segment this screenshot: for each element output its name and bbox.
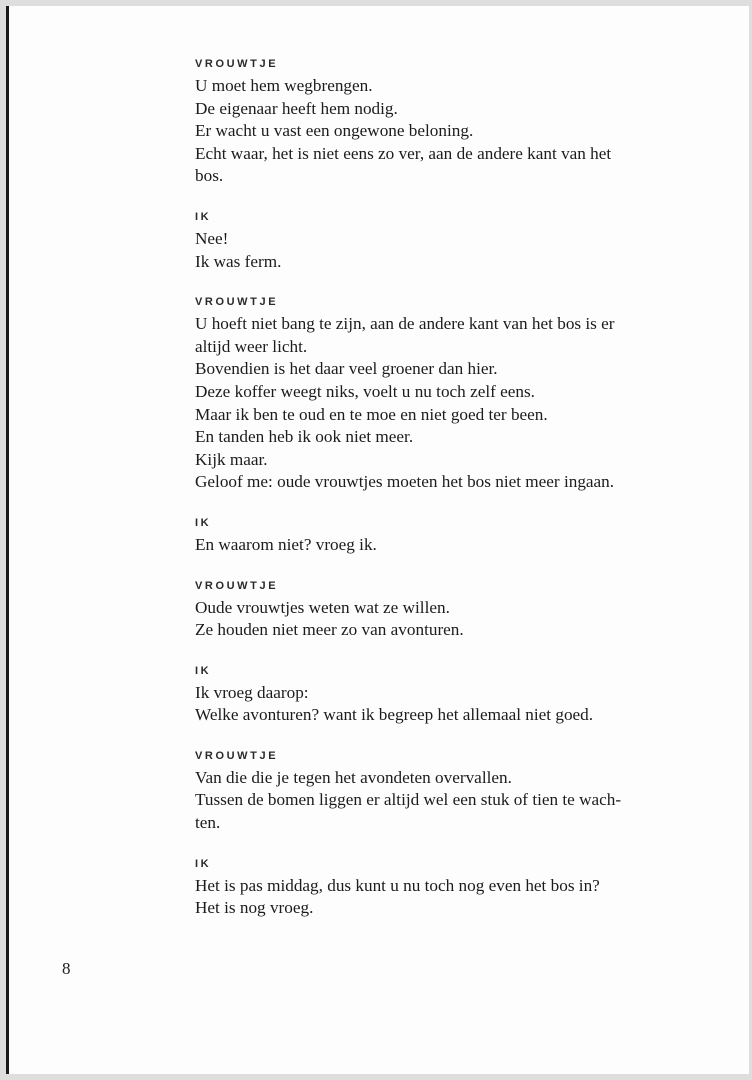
dialogue-line: Maar ik ben te oud en te moe en niet goed ter been. bbox=[195, 404, 548, 424]
dialogue-line: U moet hem wegbrengen. bbox=[195, 76, 373, 95]
dialogue-block bbox=[195, 663, 725, 727]
speaker-name: VROUWTJE bbox=[195, 579, 279, 592]
dialogue-line: Van die die je tegen het avondeten overvallen. bbox=[195, 767, 512, 787]
dialogue-block bbox=[195, 578, 725, 642]
dialogue-line: Ze houden niet meer zo van avonturen. bbox=[195, 620, 464, 640]
dialogue-line: Geloof me: oude vrouwtjes moeten het bos niet meer ingaan. bbox=[195, 472, 615, 492]
speaker-name: IK bbox=[195, 210, 212, 223]
dialogue-line: Bovendien is het daar veel groener dan hier. bbox=[195, 359, 498, 379]
page-number: 8 bbox=[62, 959, 71, 978]
dialogue-line: En waarom niet? vroeg ik. bbox=[195, 534, 377, 554]
dialogue-line: U hoeft niet bang te zijn, aan de andere kant van het bos is er bbox=[195, 314, 615, 334]
dialogue-line: Echt waar, het is niet eens zo ver, aan de andere kant van het bbox=[195, 143, 612, 163]
dialogue-line: Welke avonturen? want ik begreep het allemaal niet goed. bbox=[195, 705, 594, 725]
dialogue-line: Ik vroeg daarop: bbox=[195, 682, 309, 702]
dialogue-block bbox=[195, 209, 725, 273]
speaker-name: VROUWTJE bbox=[195, 749, 279, 762]
dialogue-block bbox=[195, 748, 725, 835]
dialogue-line: Er wacht u vast een ongewone beloning. bbox=[195, 121, 474, 141]
dialogue-line: Kijk maar. bbox=[195, 449, 268, 469]
dialogue-block bbox=[195, 294, 725, 494]
dialogue-line: Nee! bbox=[195, 228, 229, 248]
dialogue-line: ten. bbox=[195, 813, 221, 833]
book-page bbox=[6, 6, 749, 1074]
speaker-name: IK bbox=[195, 664, 212, 677]
dialogue-line: altijd weer licht. bbox=[195, 336, 308, 356]
speaker-name: IK bbox=[195, 857, 212, 870]
dialogue-line: Deze koffer weegt niks, voelt u nu toch zelf eens. bbox=[195, 381, 535, 401]
dialogue-line: En tanden heb ik ook niet meer. bbox=[195, 427, 414, 447]
speaker-name: IK bbox=[195, 516, 212, 529]
dialogue-block bbox=[195, 56, 725, 188]
dialogue-line: De eigenaar heeft hem nodig. bbox=[195, 98, 398, 118]
dialogue-line: Tussen de bomen liggen er altijd wel een stuk of tien te wach- bbox=[195, 790, 622, 810]
dialogue-block bbox=[195, 515, 725, 557]
dialogue-block bbox=[195, 856, 725, 920]
speaker-name: VROUWTJE bbox=[195, 58, 279, 70]
speaker-name: VROUWTJE bbox=[195, 296, 279, 309]
dialogue-line: Het is pas middag, dus kunt u nu toch nog even het bos in? bbox=[195, 875, 600, 895]
dialogue-line: Het is nog vroeg. bbox=[195, 898, 314, 918]
dialogue-line: Oude vrouwtjes weten wat ze willen. bbox=[195, 597, 450, 617]
dialogue-line: bos. bbox=[195, 166, 224, 186]
dialogue-line: Ik was ferm. bbox=[195, 251, 282, 271]
dialogue-text bbox=[195, 56, 725, 941]
